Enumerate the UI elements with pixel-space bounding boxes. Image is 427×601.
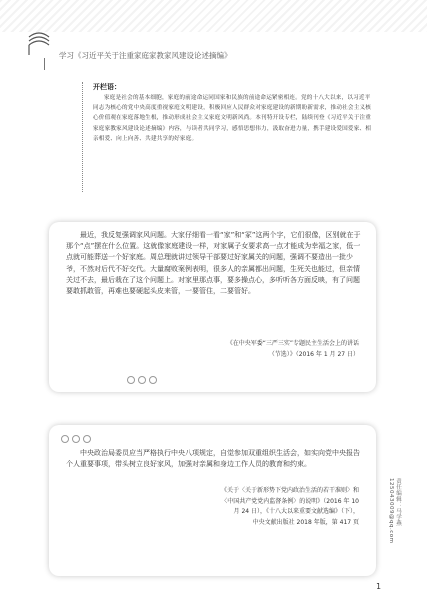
circle-icon — [72, 435, 80, 443]
quote-card-1-source — [109, 339, 359, 360]
decorative-dots — [127, 376, 157, 384]
quote-card-2-text: 中央政治局委员应当严格执行中央八项规定，自觉参加双重组织生活会，如实向党中央报告个人重要事项，带头树立良好家风，加强对亲属和身边工作人员的教育和约束。 — [66, 449, 360, 469]
circle-icon — [127, 376, 135, 384]
top-decorative-pattern — [0, 0, 427, 32]
source-line: 《在中央军委“三严三实”专题民主生活会上的讲话 — [226, 340, 359, 347]
intro-dotted-border — [82, 82, 83, 192]
source-line: 月 24 日），《十八大以来重要文献选编》（下）， — [233, 508, 359, 515]
source-line: 中央文献出版社 2018 年版，第 417 页 — [252, 518, 359, 526]
book-logo-icon — [27, 27, 51, 55]
intro-text: 家庭是社会的基本细胞，家庭的前途命运同国家和民族的前途命运紧密相连。党的十八大以来，以习近平同志为核心的党中央高度重视家庭文明建设，积极回应人民群众对家庭建设的新期盼新需求，推动社会主义核心价值观在家庭落地生根，推动形成社会主义家庭文明新风尚。本刊特开设专栏，陆续刊登《习近平关于注重家庭家教家风建设论述摘编》内容，与读者共同学习，感悟思想伟力，汲取奋进力量，携手建设爱国爱家、相亲相爱、向上向善、共建共享的好家庭。 — [93, 95, 372, 142]
page-header-title: 学习《习近平关于注重家庭家教家风建设论述摘编》 — [59, 51, 232, 60]
quote-card-2-source — [109, 486, 359, 528]
quote-card-1 — [49, 222, 376, 392]
quote-card-2 — [49, 425, 376, 576]
circle-icon — [149, 376, 157, 384]
decorative-dots — [61, 435, 91, 443]
editor-side-note: 责任编辑：马学燕 125043009@qq.com — [388, 478, 401, 544]
circle-icon — [83, 435, 91, 443]
quote-card-1-text: 最近，我反复强调家风问题。大家仔细看一看“家”和“冢”这两个字，它们很像，区别就在于那个“点”摆在什么位置。这就像家庭建设一样，对家属子女要求高一点才能成为幸福之家，低一点就可能葬送一个好家庭。周总理就讲过领导干部要过好家属关的问题，强调不要造出一批少爷，不然对后代不好交代。大量腐败案例表明，很多人的亲属都出问题，生死关也能过，但亲情关过不去，最后栽在了这个问题上。对家里那点事，要多操点心，多听听各方面反映，有了问题要敢抓敢管，再难也要硬起头皮来管，一要管住，二要管好。 — [66, 231, 361, 296]
page-number: 1 — [376, 582, 382, 591]
source-line: （节选）》（2016 年 1 月 27 日） — [268, 350, 359, 358]
circle-icon — [138, 376, 146, 384]
source-line: 〈中国共产党党内监督条例〉的说明》（2016 年 10 — [221, 497, 359, 505]
circle-icon — [61, 435, 69, 443]
header-divider — [44, 58, 45, 70]
intro-label: 开栏语： — [93, 83, 121, 91]
source-line: 《关于〈关于新形势下党内政治生活的若干准则〉和 — [220, 487, 359, 494]
